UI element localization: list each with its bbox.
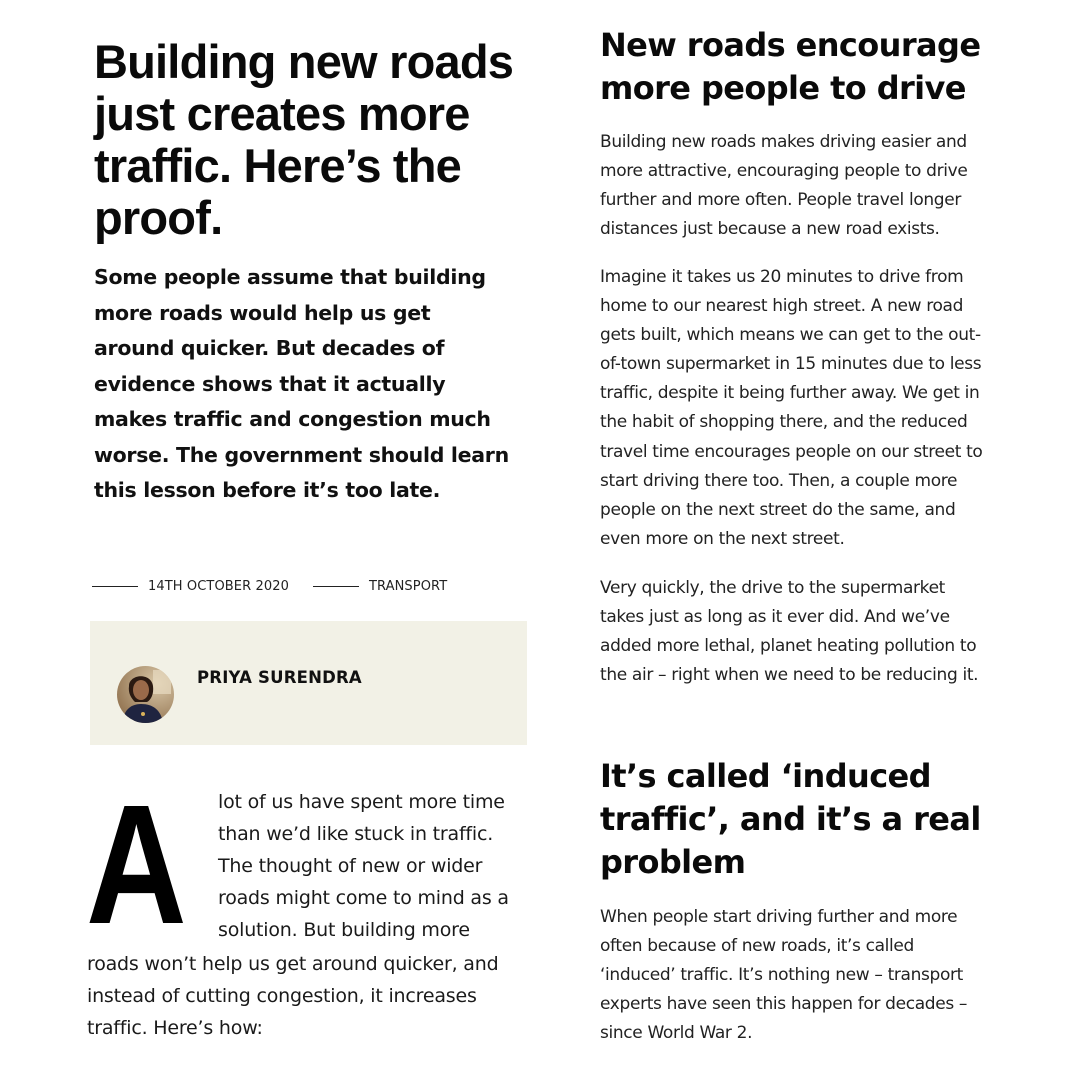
intro-line: The thought of new or wider — [218, 855, 483, 877]
intro-line: lot of us have spent more time — [218, 791, 505, 813]
section-heading: New roads encourage more people to drive — [600, 26, 981, 107]
intro-line: solution. But building more — [218, 919, 470, 941]
publish-date: 14TH OCTOBER 2020 — [148, 578, 289, 594]
body-paragraph: Very quickly, the drive to the supermarket takes just as long as it ever did. And we’ve added more lethal, planet heating pollution to the air – right when we need to be reducing it. — [600, 578, 979, 686]
article-meta — [92, 576, 532, 596]
right-column — [600, 0, 1000, 1080]
meta-divider — [313, 586, 359, 587]
author-avatar[interactable] — [117, 666, 174, 723]
article-standfirst: Some people assume that building more roads would help us get around quicker. But decades of evidence shows that it actually makes traffic and congestion much worse. The government should learn this lesson before it’s too late. — [94, 265, 509, 502]
article-headline: Building new roads just creates more traffic. Here’s the proof. — [94, 35, 514, 244]
body-paragraph: Building new roads makes driving easier and more attractive, encouraging people to drive further and more often. People travel longer distances just because a new road exists. — [600, 132, 968, 240]
body-paragraph: Imagine it takes us 20 minutes to drive from home to our nearest high street. A new road gets built, which means we can get to the out-of-town supermarket in 15 minutes due to less traffic, despite it being further away. We get in the habit of shopping there, and the reduced travel time encourages people on our street to start driving there too. Then, a couple more people on the next street do the same, and even more on the next street. — [600, 267, 983, 549]
author-box — [90, 621, 527, 745]
drop-cap: A — [86, 770, 187, 960]
avatar-photo-icon — [117, 666, 174, 723]
intro-line: roads won’t help us get around quicker, and — [87, 953, 499, 975]
section-heading: It’s called ‘induced traffic’, and it’s a real problem — [600, 757, 981, 881]
intro-line: instead of cutting congestion, it increases — [87, 985, 477, 1007]
meta-divider — [92, 586, 138, 587]
category-link[interactable]: TRANSPORT — [368, 578, 448, 594]
author-name[interactable]: PRIYA SURENDRA — [197, 668, 362, 687]
intro-line: than we’d like stuck in traffic. — [218, 823, 494, 845]
intro-line: roads might come to mind as a — [218, 887, 509, 909]
body-paragraph: When people start driving further and more often because of new roads, it’s called ‘induced’ traffic. It’s nothing new – transport experts have seen this happen for decades – since World War 2. — [600, 907, 968, 1044]
intro-line: traffic. Here’s how: — [87, 1017, 263, 1039]
